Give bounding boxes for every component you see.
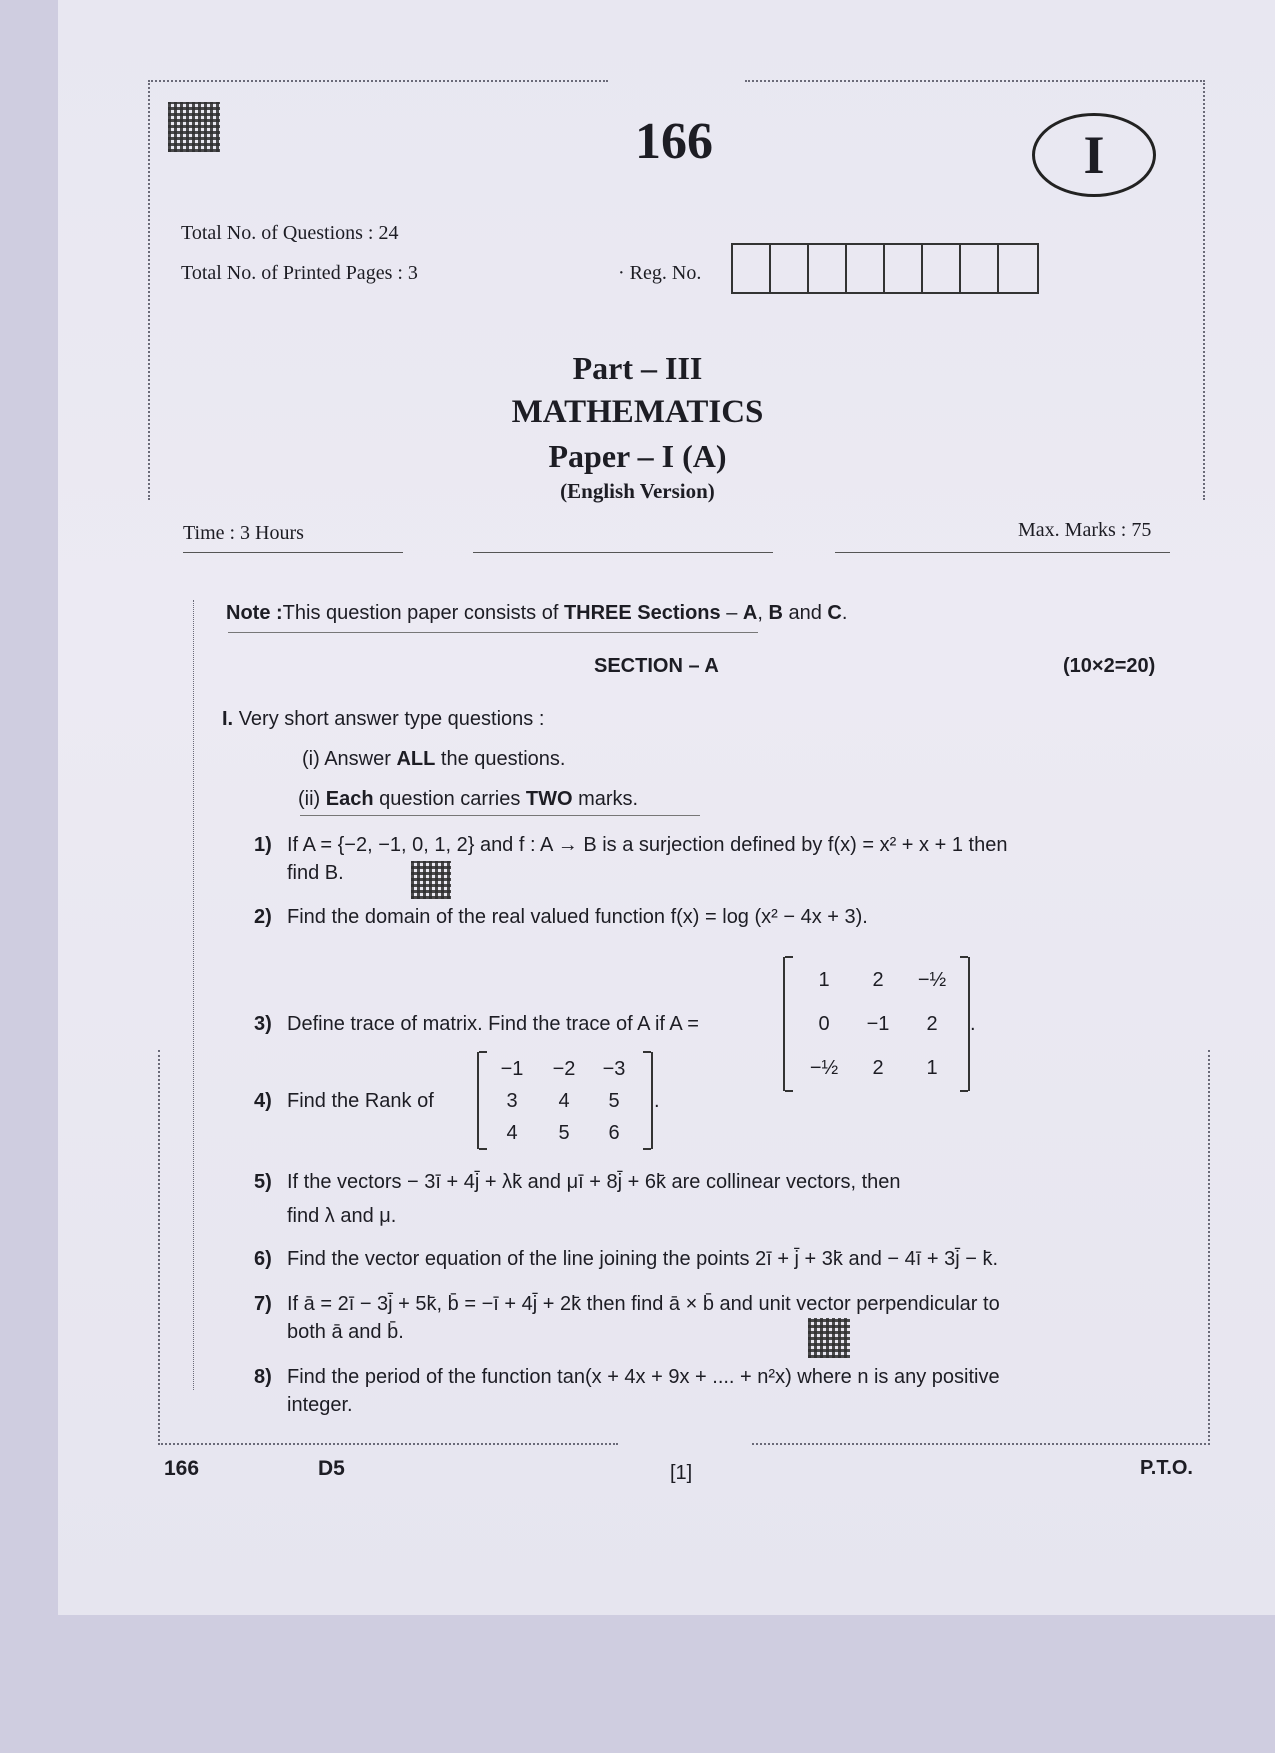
q4-matrix: [477, 1052, 653, 1149]
reg-cell[interactable]: [961, 245, 999, 292]
q3-text: Define trace of matrix. Find the trace of A if A =: [287, 1013, 699, 1035]
q3-period: .: [970, 1013, 976, 1035]
reg-no-boxes[interactable]: [731, 243, 1039, 294]
reg-cell[interactable]: [847, 245, 885, 292]
footer-code: 166: [164, 1457, 200, 1480]
matrix-cell: −½: [809, 1057, 839, 1079]
q8-text: Find the period of the function tan(x + 4x + 9x + .... + n²x) where n is any positive: [287, 1366, 1000, 1388]
set-letter-badge: I: [1032, 113, 1156, 197]
rule-left: [183, 552, 403, 553]
q4-number: 4): [254, 1090, 272, 1112]
q1-text-cont: find B.: [287, 862, 344, 884]
q5-number: 5): [254, 1171, 272, 1193]
matrix-cell: 2: [872, 969, 884, 991]
q5-text: If the vectors − 3ī + 4j̄ + λk̄ and μī + 8j̄ + 6k̄ are collinear vectors, then: [287, 1171, 901, 1193]
qr-code-icon: [168, 102, 220, 152]
rule-underline: [300, 815, 700, 816]
paper-code: 166: [635, 113, 713, 170]
q4-text: Find the Rank of: [287, 1090, 434, 1112]
part-title: Part – III: [572, 350, 703, 386]
matrix-cell: 4: [506, 1122, 518, 1144]
reg-cell[interactable]: [733, 245, 771, 292]
time-label: Time : 3 Hours: [183, 522, 304, 544]
section-title: SECTION – A: [594, 655, 719, 677]
footer-page: [1]: [670, 1462, 693, 1484]
rule-1: (i) Answer ALL the questions.: [302, 748, 566, 770]
note-line: Note :This question paper consists of THREE Sections – A, B and C.: [226, 602, 848, 624]
paper-title: Paper – I (A): [548, 438, 727, 474]
q1-number: 1): [254, 834, 272, 856]
right-border-top: [1203, 80, 1205, 500]
qr-code-icon: [808, 1318, 850, 1358]
section-marks: (10×2=20): [1063, 655, 1156, 677]
matrix-cell: 0: [818, 1013, 830, 1035]
right-border-bottom: [1208, 1050, 1210, 1445]
left-border-bottom: [158, 1050, 160, 1445]
margin-line: [193, 600, 194, 1390]
matrix-cell: 6: [608, 1122, 620, 1144]
reg-cell[interactable]: [885, 245, 923, 292]
top-border-left: [148, 80, 608, 82]
left-border-top: [148, 80, 150, 500]
q2-text: Find the domain of the real valued function f(x) = log (x² − 4x + 3).: [287, 906, 868, 928]
reg-cell[interactable]: [771, 245, 809, 292]
reg-cell[interactable]: [999, 245, 1037, 292]
matrix-cell: 2: [926, 1013, 938, 1035]
q7-text-cont: both ā and b̄.: [287, 1321, 404, 1343]
top-border-right: [745, 80, 1205, 82]
q4-period: .: [654, 1090, 660, 1112]
rule-mid: [473, 552, 773, 553]
total-questions: Total No. of Questions : 24: [181, 222, 399, 244]
matrix-cell: 4: [558, 1090, 570, 1112]
matrix-cell: −½: [917, 969, 947, 991]
q6-text: Find the vector equation of the line joining the points 2ī + j̄ + 3k̄ and − 4ī + 3j̄ − k̄.: [287, 1248, 999, 1270]
q6-number: 6): [254, 1248, 272, 1270]
reg-no-label: · Reg. No.: [618, 262, 702, 284]
matrix-cell: 5: [608, 1090, 620, 1112]
matrix-cell: −3: [602, 1058, 626, 1080]
rule-right: [835, 552, 1170, 553]
version-title: (English Version): [560, 479, 715, 503]
matrix-cell: 3: [506, 1090, 518, 1112]
q2-number: 2): [254, 906, 272, 928]
note-underline: [228, 632, 758, 633]
section-intro: I. Very short answer type questions :: [222, 708, 545, 730]
note-label: Note :: [226, 602, 283, 624]
q8-number: 8): [254, 1366, 272, 1388]
bottom-border-right: [752, 1443, 1210, 1445]
matrix-cell: −1: [866, 1013, 890, 1035]
footer-series: D5: [318, 1457, 345, 1480]
rule-2: (ii) Each question carries TWO marks.: [298, 788, 639, 810]
matrix-cell: 1: [818, 969, 830, 991]
q8-text-cont: integer.: [287, 1394, 353, 1416]
reg-cell[interactable]: [923, 245, 961, 292]
matrix-cell: −2: [552, 1058, 576, 1080]
total-pages: Total No. of Printed Pages : 3: [181, 262, 418, 284]
matrix-cell: −1: [500, 1058, 524, 1080]
reg-cell[interactable]: [809, 245, 847, 292]
q3-number: 3): [254, 1013, 272, 1035]
q7-text: If ā = 2ī − 3j̄ + 5k̄, b̄ = −ī + 4j̄ + 2k̄ then find ā × b̄ and unit vector perpendicular to: [287, 1293, 1000, 1315]
q7-number: 7): [254, 1293, 272, 1315]
q3-matrix: [783, 957, 970, 1091]
matrix-cell: 2: [872, 1057, 884, 1079]
q5-text-cont: find λ and μ.: [287, 1205, 397, 1227]
subject-title: MATHEMATICS: [511, 394, 764, 430]
max-marks-label: Max. Marks : 75: [1018, 519, 1152, 541]
footer-pto: P.T.O.: [1140, 1457, 1193, 1479]
q1-text: If A = {−2, −1, 0, 1, 2} and f : A → B is a surjection defined by f(x) = x² + x + 1 then: [287, 834, 1008, 856]
qr-code-icon: [411, 861, 451, 899]
bottom-border-left: [158, 1443, 618, 1445]
matrix-cell: 5: [558, 1122, 570, 1144]
matrix-cell: 1: [926, 1057, 938, 1079]
